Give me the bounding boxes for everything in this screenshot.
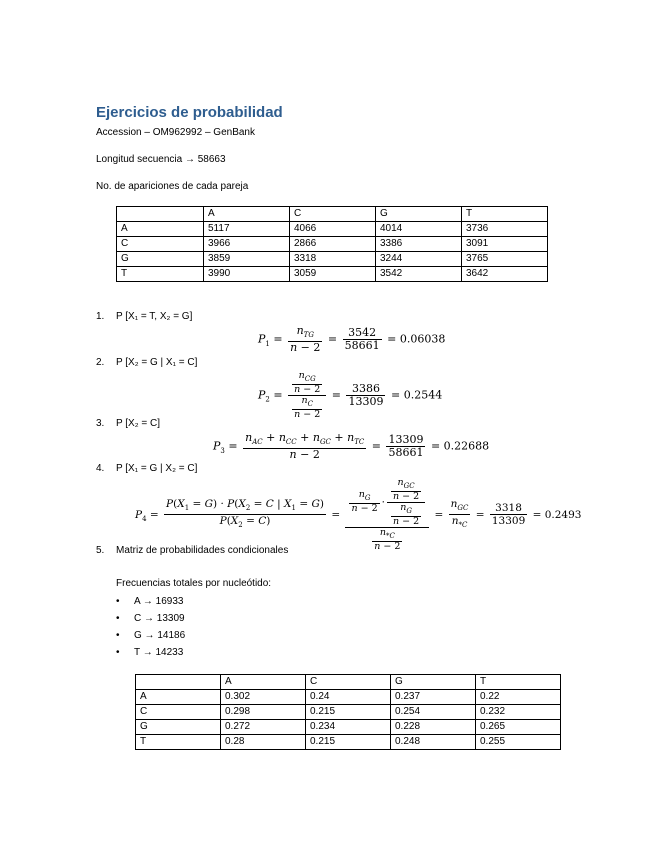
exercise-1: 1. P [X₁ = T, X₂ = G] bbox=[96, 311, 193, 322]
table-cell: 3966 bbox=[204, 237, 290, 252]
table-cell: G bbox=[391, 675, 476, 690]
table-cell: T bbox=[136, 735, 221, 750]
equation-p3: $P_3$ = $\frac{n_{AC} + n_{CC} + n_{GC} + n_{TC}}{n - 2}$ = $\frac{13309}{58661}$ = 0.22688 bbox=[213, 431, 490, 462]
page-title: Ejercicios de probabilidad bbox=[96, 104, 283, 121]
table-cell: 0.298 bbox=[221, 705, 306, 720]
table-cell: C bbox=[117, 237, 204, 252]
sequence-length-line: Longitud secuencia → 58663 bbox=[96, 154, 226, 165]
equation-p2: $P_2$ = $\frac{\frac{n_{CG}}{n - 2}}{\frac{n_C}{n - 2}}$ = $\frac{3386}{13309}$ = 0.2544 bbox=[258, 370, 443, 420]
table-cell: 3244 bbox=[376, 252, 462, 267]
exercise-4: 4. P [X₁ = G | X₂ = C] bbox=[96, 463, 198, 474]
table-cell: 0.254 bbox=[391, 705, 476, 720]
table-row bbox=[136, 705, 561, 720]
table-cell: 2866 bbox=[290, 237, 376, 252]
equation-p4: $P_4$ = $\frac{P(X_1 = G) \cdot P(X_2 = C | X_1 = G)}{P(X_2 = C)}$ = $\frac{n_G}{n - 2}$ · $\frac{\frac{n_{GC}}{n - 2}}{\frac{n_G}{n - 2}}$ $\frac{n_{*C}}{n - 2}$ = $\frac{n_{GC}}{n_{*C}}$ = $\frac{3318}{13309}$ = 0.2493 bbox=[135, 477, 582, 552]
table-header-row bbox=[136, 675, 561, 690]
table-cell bbox=[117, 207, 204, 222]
accession-line: Accession – OM962992 – GenBank bbox=[96, 127, 255, 138]
table-cell: 0.24 bbox=[306, 690, 391, 705]
list-item: • G → 14186 bbox=[116, 630, 186, 641]
table-cell: 0.215 bbox=[306, 735, 391, 750]
table-cell: T bbox=[117, 267, 204, 282]
table-row bbox=[136, 735, 561, 750]
table-cell: 0.248 bbox=[391, 735, 476, 750]
table-cell: 0.215 bbox=[306, 705, 391, 720]
list-item: • A → 16933 bbox=[116, 596, 184, 607]
table-cell: C bbox=[306, 675, 391, 690]
table-cell: 3765 bbox=[462, 252, 548, 267]
table-cell: A bbox=[204, 207, 290, 222]
table-row bbox=[136, 690, 561, 705]
table-cell: C bbox=[290, 207, 376, 222]
table-row bbox=[136, 720, 561, 735]
table-cell: T bbox=[476, 675, 561, 690]
equation-p1: $P_1$ = $\frac{n_{TG}}{n - 2}$ = $\frac{3542}{58661}$ = 0.06038 bbox=[258, 324, 446, 355]
table-cell: 0.302 bbox=[221, 690, 306, 705]
table-cell: G bbox=[136, 720, 221, 735]
table-cell: 4066 bbox=[290, 222, 376, 237]
table-cell: 3386 bbox=[376, 237, 462, 252]
table-cell: C bbox=[136, 705, 221, 720]
table-cell: 0.265 bbox=[476, 720, 561, 735]
table-row bbox=[117, 222, 548, 237]
table-cell: 0.22 bbox=[476, 690, 561, 705]
table-cell: 3859 bbox=[204, 252, 290, 267]
table-cell bbox=[136, 675, 221, 690]
table-cell: 0.272 bbox=[221, 720, 306, 735]
list-item: • T → 14233 bbox=[116, 647, 184, 658]
table-cell: 0.232 bbox=[476, 705, 561, 720]
pair-count-table bbox=[116, 206, 548, 282]
table-cell: 0.255 bbox=[476, 735, 561, 750]
table-cell: 4014 bbox=[376, 222, 462, 237]
list-item: • C → 13309 bbox=[116, 613, 185, 624]
table-cell: 0.228 bbox=[391, 720, 476, 735]
table-cell: 3990 bbox=[204, 267, 290, 282]
table-cell: 3542 bbox=[376, 267, 462, 282]
table-cell: 3091 bbox=[462, 237, 548, 252]
table-cell: A bbox=[221, 675, 306, 690]
exercise-3: 3. P [X₂ = C] bbox=[96, 418, 160, 429]
table-cell: 0.237 bbox=[391, 690, 476, 705]
table-cell: 3318 bbox=[290, 252, 376, 267]
exercise-2: 2. P [X₂ = G | X₁ = C] bbox=[96, 357, 198, 368]
table-cell: T bbox=[462, 207, 548, 222]
table-cell: 3642 bbox=[462, 267, 548, 282]
table-cell: 3059 bbox=[290, 267, 376, 282]
pair-count-caption: No. de apariciones de cada pareja bbox=[96, 181, 249, 192]
table-header-row bbox=[117, 207, 548, 222]
frequency-caption: Frecuencias totales por nucleótido: bbox=[116, 578, 272, 589]
table-row bbox=[117, 267, 548, 282]
conditional-probability-table bbox=[135, 674, 561, 750]
table-cell: 5117 bbox=[204, 222, 290, 237]
table-row bbox=[117, 237, 548, 252]
table-cell: A bbox=[136, 690, 221, 705]
table-cell: A bbox=[117, 222, 204, 237]
table-cell: 3736 bbox=[462, 222, 548, 237]
table-cell: 0.28 bbox=[221, 735, 306, 750]
table-cell: G bbox=[117, 252, 204, 267]
table-cell: G bbox=[376, 207, 462, 222]
exercise-5: 5. Matriz de probabilidades condicionales bbox=[96, 545, 289, 556]
table-row bbox=[117, 252, 548, 267]
table-cell: 0.234 bbox=[306, 720, 391, 735]
